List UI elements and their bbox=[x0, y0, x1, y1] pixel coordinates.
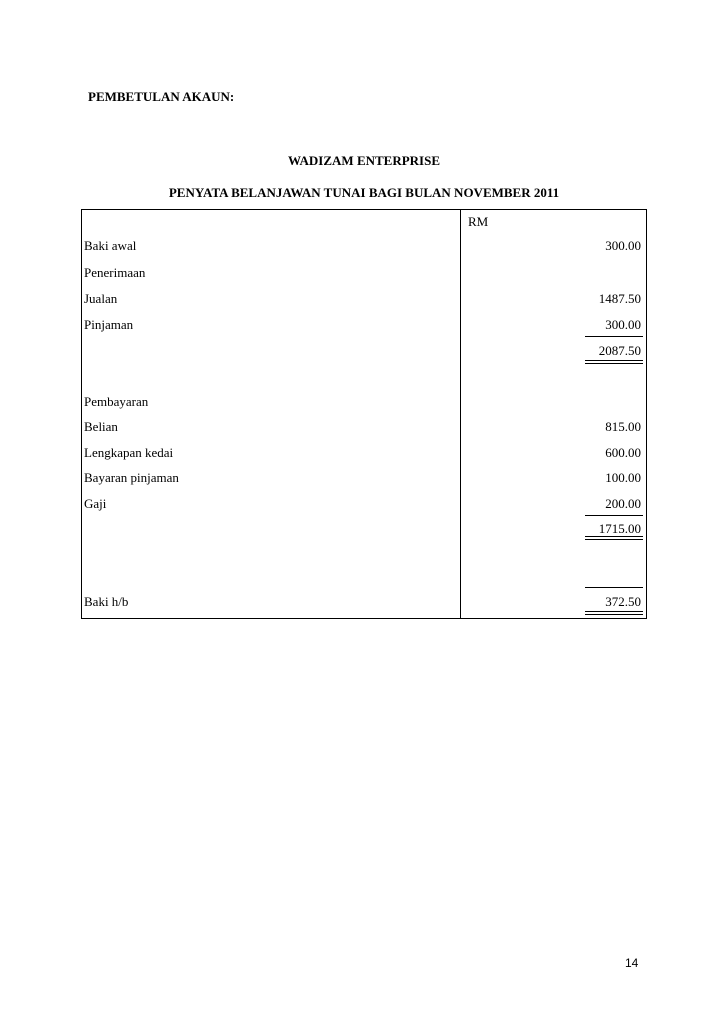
payments-total-row bbox=[82, 517, 646, 543]
total-double-underline bbox=[585, 536, 643, 540]
receipts-total: 2087.50 bbox=[598, 343, 641, 358]
payments-header: Pembayaran bbox=[84, 394, 149, 409]
cash-budget-table bbox=[81, 209, 647, 619]
opening-balance-row bbox=[82, 234, 646, 260]
payment-row bbox=[82, 415, 646, 441]
statement-title: PENYATA BELANJAWAN TUNAI BAGI BULAN NOVEMBER 2011 bbox=[168, 185, 560, 200]
company-name: WADIZAM ENTERPRISE bbox=[287, 153, 441, 168]
row-amount: 200.00 bbox=[605, 496, 641, 511]
row-label: Pinjaman bbox=[84, 317, 134, 332]
payment-row bbox=[82, 466, 646, 492]
subtotal-underline bbox=[585, 587, 643, 588]
row-label: Bayaran pinjaman bbox=[84, 470, 179, 485]
subtotal-underline bbox=[585, 336, 643, 337]
payments-total: 1715.00 bbox=[598, 521, 641, 536]
row-label: Lengkapan kedai bbox=[84, 445, 174, 460]
row-amount: 600.00 bbox=[605, 445, 641, 460]
subtotal-underline bbox=[585, 515, 643, 516]
row-label: Belian bbox=[84, 419, 118, 434]
currency-header: RM bbox=[468, 214, 489, 229]
row-amount: 100.00 bbox=[605, 470, 641, 485]
payment-row bbox=[82, 492, 646, 518]
row-label: Jualan bbox=[84, 291, 118, 306]
closing-balance: 372.50 bbox=[605, 594, 641, 609]
page-number: 14 bbox=[625, 956, 639, 970]
receipts-header: Penerimaan bbox=[84, 265, 146, 280]
total-double-underline bbox=[585, 611, 643, 615]
total-double-underline bbox=[585, 360, 643, 364]
row-label: Baki h/b bbox=[84, 594, 129, 609]
receipts-total-row bbox=[82, 339, 646, 365]
closing-balance-row bbox=[82, 590, 646, 616]
row-label: Gaji bbox=[84, 496, 107, 511]
payment-row bbox=[82, 441, 646, 467]
row-amount: 1487.50 bbox=[598, 291, 641, 306]
row-amount: 300.00 bbox=[605, 238, 641, 253]
payments-header-row bbox=[82, 390, 646, 416]
receipts-header-row bbox=[82, 261, 646, 287]
row-amount: 815.00 bbox=[605, 419, 641, 434]
receipt-row bbox=[82, 287, 646, 313]
row-label: Baki awal bbox=[84, 238, 137, 253]
receipt-row bbox=[82, 313, 646, 339]
row-amount: 300.00 bbox=[605, 317, 641, 332]
section-heading: PEMBETULAN AKAUN: bbox=[88, 89, 235, 104]
